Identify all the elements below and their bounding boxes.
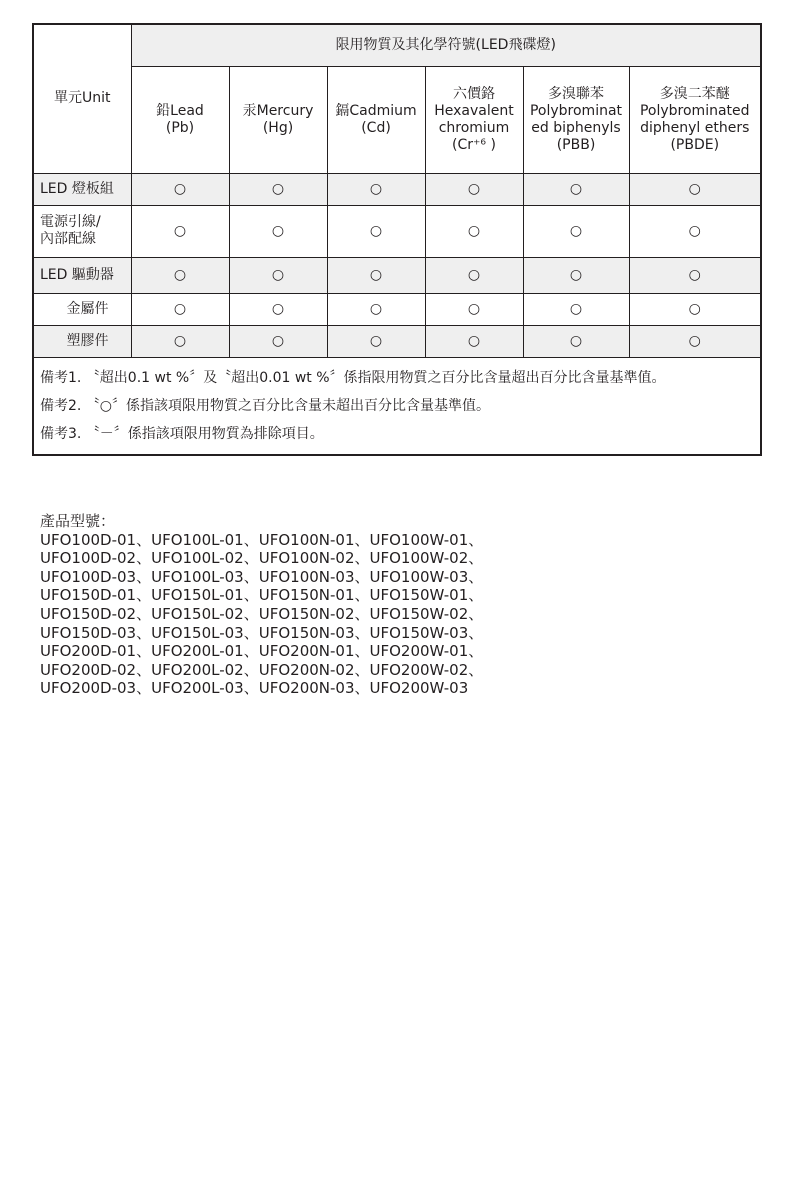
compliance-mark: ○ [229,293,327,325]
compliance-mark: ○ [131,257,229,293]
note-2: 備考2. 〝○〞係指該項限用物質之百分比含量未超出百分比含量基準值。 [40,397,491,414]
table-row [33,293,761,325]
model-line: UFO200D-01、UFO200L-01、UFO200N-01、UFO200W-01、 [40,642,484,661]
table-title: 限用物質及其化學符號(LED飛碟燈) [131,24,761,66]
model-line: UFO200D-02、UFO200L-02、UFO200N-02、UFO200W-02、 [40,660,484,679]
compliance-mark: ○ [327,257,425,293]
model-list [40,512,483,698]
compliance-mark: ○ [629,325,761,357]
compliance-mark: ○ [131,325,229,357]
model-label: 產品型號： [40,512,116,530]
unit-header: 單元Unit [33,24,131,173]
compliance-mark: ○ [131,293,229,325]
substance-cadmium: 鎘Cadmium (Cd) [327,66,425,173]
model-line: UFO100D-02、UFO100L-02、UFO100N-02、UFO100W-02、 [40,549,484,568]
model-line: UFO100D-01、UFO100L-01、UFO100N-01、UFO100W-01、 [40,530,484,549]
table-row [33,173,761,205]
compliance-mark: ○ [629,257,761,293]
substance-mercury: 汞Mercury (Hg) [229,66,327,173]
part-name: 電源引線/ 內部配線 [33,205,131,257]
compliance-mark: ○ [523,293,629,325]
part-name: 塑膠件 [33,325,131,357]
compliance-mark: ○ [629,293,761,325]
compliance-mark: ○ [229,205,327,257]
table-row [33,257,761,293]
compliance-mark: ○ [229,325,327,357]
compliance-mark: ○ [327,293,425,325]
compliance-mark: ○ [327,325,425,357]
compliance-mark: ○ [523,173,629,205]
compliance-mark: ○ [327,205,425,257]
rohs-table [32,23,762,456]
compliance-mark: ○ [425,205,523,257]
compliance-mark: ○ [523,257,629,293]
compliance-mark: ○ [425,293,523,325]
compliance-mark: ○ [629,205,761,257]
part-name: LED 驅動器 [33,257,131,293]
compliance-mark: ○ [327,173,425,205]
compliance-mark: ○ [229,173,327,205]
compliance-mark: ○ [425,257,523,293]
substance-lead: 鉛Lead (Pb) [131,66,229,173]
notes-section [33,357,761,455]
model-line: UFO150D-01、UFO150L-01、UFO150N-01、UFO150W-01、 [40,586,484,605]
compliance-mark: ○ [131,205,229,257]
part-name: 金屬件 [33,293,131,325]
compliance-mark: ○ [629,173,761,205]
model-line: UFO100D-03、UFO100L-03、UFO100N-03、UFO100W-03、 [40,567,484,586]
substance-pbde: 多溴二苯醚 Polybrominated diphenyl ethers (PBDE) [629,66,761,173]
model-line: UFO200D-03、UFO200L-03、UFO200N-03、UFO200W-03 [40,679,469,698]
note-1: 備考1. 〝超出0.1 wt %〞及〝超出0.01 wt %〞係指限用物質之百分比含量超出百分比含量基準值。 [40,369,666,386]
compliance-mark: ○ [523,325,629,357]
compliance-mark: ○ [425,173,523,205]
table-row [33,325,761,357]
compliance-mark: ○ [131,173,229,205]
table-row [33,205,761,257]
part-name: LED 燈板組 [33,173,131,205]
compliance-mark: ○ [425,325,523,357]
compliance-mark: ○ [229,257,327,293]
model-line: UFO150D-03、UFO150L-03、UFO150N-03、UFO150W-03、 [40,623,484,642]
model-line: UFO150D-02、UFO150L-02、UFO150N-02、UFO150W-02、 [40,604,484,623]
note-3: 備考3. 〝－〞係指該項限用物質為排除項目。 [40,425,324,442]
substance-pbb: 多溴聯苯 Polybrominat ed biphenyls (PBB) [523,66,629,173]
compliance-mark: ○ [523,205,629,257]
substance-hexavalent-chromium: 六價鉻 Hexavalent chromium (Cr⁺⁶ ) [425,66,523,173]
